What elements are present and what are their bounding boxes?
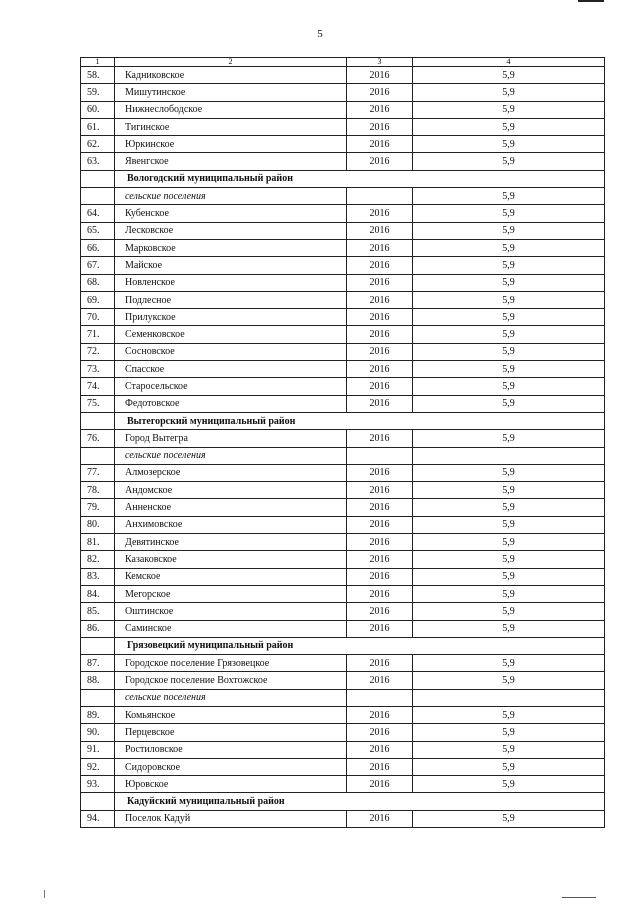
row-value: 5,9: [413, 188, 605, 205]
row-number: 81.: [81, 534, 115, 551]
row-number-empty: [81, 689, 115, 706]
row-year: 2016: [347, 464, 413, 481]
row-year: 2016: [347, 430, 413, 447]
district-title: Вытегорский муниципальный район: [115, 412, 605, 429]
row-number: 80.: [81, 516, 115, 533]
settlement-name: Город Вытегра: [115, 430, 347, 447]
row-year: 2016: [347, 672, 413, 689]
row-year: 2016: [347, 118, 413, 135]
row-value: [413, 689, 605, 706]
row-number: 77.: [81, 464, 115, 481]
row-year: 2016: [347, 395, 413, 412]
table-row: [81, 136, 605, 153]
row-year: 2016: [347, 136, 413, 153]
table-row: [81, 620, 605, 637]
row-number: 60.: [81, 101, 115, 118]
row-value: 5,9: [413, 361, 605, 378]
table-row: [81, 205, 605, 222]
row-year: 2016: [347, 482, 413, 499]
row-year: 2016: [347, 568, 413, 585]
row-value: 5,9: [413, 395, 605, 412]
settlement-name: Тигинское: [115, 118, 347, 135]
district-title: Кадуйский муниципальный район: [115, 793, 605, 810]
table-row: [81, 464, 605, 481]
table-row: [81, 343, 605, 360]
settlement-name: Марковское: [115, 239, 347, 256]
table-row: [81, 430, 605, 447]
table-row: [81, 257, 605, 274]
row-number: 70.: [81, 309, 115, 326]
row-year: 2016: [347, 291, 413, 308]
row-year: 2016: [347, 309, 413, 326]
table-row: [81, 482, 605, 499]
row-year: 2016: [347, 378, 413, 395]
settlement-name: Перцевское: [115, 724, 347, 741]
row-number: 65.: [81, 222, 115, 239]
row-value: 5,9: [413, 758, 605, 775]
table-row: [81, 758, 605, 775]
settlement-name: Мегорское: [115, 585, 347, 602]
settlement-name: Кемское: [115, 568, 347, 585]
settlement-name: Кубенское: [115, 205, 347, 222]
row-number: 74.: [81, 378, 115, 395]
row-value: 5,9: [413, 568, 605, 585]
settlement-name: Саминское: [115, 620, 347, 637]
settlement-name: Казаковское: [115, 551, 347, 568]
district-heading-row: [81, 637, 605, 654]
row-number: 66.: [81, 239, 115, 256]
row-value: 5,9: [413, 274, 605, 291]
row-number-empty: [81, 447, 115, 464]
table-row: [81, 741, 605, 758]
settlement-name: Юровское: [115, 776, 347, 793]
row-year: 2016: [347, 499, 413, 516]
row-value: 5,9: [413, 291, 605, 308]
settlement-name: Спасское: [115, 361, 347, 378]
section-label: сельские поселения: [115, 689, 347, 706]
row-value: 5,9: [413, 672, 605, 689]
district-heading-row: [81, 412, 605, 429]
row-year: 2016: [347, 776, 413, 793]
section-label: сельские поселения: [115, 447, 347, 464]
row-year-empty: [347, 447, 413, 464]
section-row: [81, 188, 605, 205]
row-number: 64.: [81, 205, 115, 222]
district-title: Грязовецкий муниципальный район: [115, 637, 605, 654]
district-heading-row: [81, 170, 605, 187]
table-row: [81, 84, 605, 101]
table-row: [81, 378, 605, 395]
settlement-name: Нижнеслободское: [115, 101, 347, 118]
settlement-name: Юркинское: [115, 136, 347, 153]
table-row: [81, 603, 605, 620]
table-row: [81, 706, 605, 723]
settlement-name: Лесковское: [115, 222, 347, 239]
row-number: 69.: [81, 291, 115, 308]
row-number: 68.: [81, 274, 115, 291]
settlement-name: Андомское: [115, 482, 347, 499]
settlement-name: Новленское: [115, 274, 347, 291]
row-number: 86.: [81, 620, 115, 637]
scan-corner-mark: [578, 0, 604, 2]
settlement-name: Алмозерское: [115, 464, 347, 481]
row-value: [413, 447, 605, 464]
row-value: 5,9: [413, 551, 605, 568]
settlement-name: Прилукское: [115, 309, 347, 326]
table-row: [81, 516, 605, 533]
row-number-empty: [81, 412, 115, 429]
settlement-name: Явенгское: [115, 153, 347, 170]
table-row: [81, 724, 605, 741]
row-number: 91.: [81, 741, 115, 758]
row-year: 2016: [347, 274, 413, 291]
table-row: [81, 395, 605, 412]
settlement-name: Сидоровское: [115, 758, 347, 775]
row-number: 76.: [81, 430, 115, 447]
row-year-empty: [347, 689, 413, 706]
table-row: [81, 101, 605, 118]
table-row: [81, 568, 605, 585]
row-value: 5,9: [413, 741, 605, 758]
row-value: 5,9: [413, 67, 605, 84]
settlement-name: Комьянское: [115, 706, 347, 723]
table-row: [81, 551, 605, 568]
settlement-name: Поселок Кадуй: [115, 810, 347, 827]
row-number: 61.: [81, 118, 115, 135]
row-year: 2016: [347, 84, 413, 101]
row-number-empty: [81, 170, 115, 187]
header-col-2: 2: [115, 58, 347, 67]
row-number: 82.: [81, 551, 115, 568]
row-year: 2016: [347, 257, 413, 274]
district-title: Вологодский муниципальный район: [115, 170, 605, 187]
row-value: 5,9: [413, 378, 605, 395]
table-row: [81, 585, 605, 602]
row-year: 2016: [347, 101, 413, 118]
row-value: 5,9: [413, 482, 605, 499]
settlement-name: Ростиловское: [115, 741, 347, 758]
table-row: [81, 534, 605, 551]
row-value: 5,9: [413, 118, 605, 135]
settlement-name: Федотовское: [115, 395, 347, 412]
row-value: 5,9: [413, 516, 605, 533]
header-col-3: 3: [347, 58, 413, 67]
settlement-name: Кадниковское: [115, 67, 347, 84]
row-year: 2016: [347, 758, 413, 775]
row-year: 2016: [347, 239, 413, 256]
row-number: 58.: [81, 67, 115, 84]
settlement-name: Семенковское: [115, 326, 347, 343]
row-value: 5,9: [413, 585, 605, 602]
settlement-name: Оштинское: [115, 603, 347, 620]
row-value: 5,9: [413, 343, 605, 360]
row-value: 5,9: [413, 430, 605, 447]
row-number: 89.: [81, 706, 115, 723]
row-value: 5,9: [413, 326, 605, 343]
page-number: 5: [317, 28, 323, 40]
row-value: 5,9: [413, 101, 605, 118]
table-header-row: [81, 58, 605, 67]
row-number: 84.: [81, 585, 115, 602]
settlement-name: Городское поселение Грязовецкое: [115, 655, 347, 672]
header-col-4: 4: [413, 58, 605, 67]
row-value: 5,9: [413, 534, 605, 551]
row-value: 5,9: [413, 810, 605, 827]
row-number: 85.: [81, 603, 115, 620]
row-year: 2016: [347, 326, 413, 343]
row-number: 67.: [81, 257, 115, 274]
row-number: 92.: [81, 758, 115, 775]
row-year: 2016: [347, 655, 413, 672]
row-number-empty: [81, 793, 115, 810]
row-year: 2016: [347, 153, 413, 170]
row-value: 5,9: [413, 205, 605, 222]
row-value: 5,9: [413, 239, 605, 256]
row-number: 94.: [81, 810, 115, 827]
section-label: сельские поселения: [115, 188, 347, 205]
settlements-table: [80, 57, 605, 828]
table-row: [81, 222, 605, 239]
settlement-name: Анхимовское: [115, 516, 347, 533]
row-number: 87.: [81, 655, 115, 672]
row-year: 2016: [347, 585, 413, 602]
row-value: 5,9: [413, 257, 605, 274]
table-row: [81, 776, 605, 793]
row-year-empty: [347, 188, 413, 205]
row-number: 78.: [81, 482, 115, 499]
row-value: 5,9: [413, 309, 605, 326]
row-number-empty: [81, 188, 115, 205]
table-row: [81, 274, 605, 291]
row-number: 83.: [81, 568, 115, 585]
section-row: [81, 447, 605, 464]
settlement-name: Майское: [115, 257, 347, 274]
row-year: 2016: [347, 620, 413, 637]
table-row: [81, 326, 605, 343]
row-number: 63.: [81, 153, 115, 170]
table-row: [81, 118, 605, 135]
row-number: 90.: [81, 724, 115, 741]
row-year: 2016: [347, 741, 413, 758]
row-year: 2016: [347, 534, 413, 551]
row-value: 5,9: [413, 153, 605, 170]
table-row: [81, 810, 605, 827]
row-year: 2016: [347, 361, 413, 378]
table-row: [81, 67, 605, 84]
scan-left-tick: [44, 890, 45, 898]
row-year: 2016: [347, 724, 413, 741]
settlement-name: Анненское: [115, 499, 347, 516]
row-value: 5,9: [413, 724, 605, 741]
header-col-1: 1: [81, 58, 115, 67]
row-number: 79.: [81, 499, 115, 516]
row-year: 2016: [347, 205, 413, 222]
row-number: 88.: [81, 672, 115, 689]
section-row: [81, 689, 605, 706]
table-body: [81, 58, 605, 828]
row-number: 73.: [81, 361, 115, 378]
row-number: 59.: [81, 84, 115, 101]
row-year: 2016: [347, 603, 413, 620]
row-year: 2016: [347, 706, 413, 723]
table-row: [81, 361, 605, 378]
settlement-name: Девятинское: [115, 534, 347, 551]
row-value: 5,9: [413, 464, 605, 481]
row-year: 2016: [347, 810, 413, 827]
settlement-name: Городское поселение Вохтожское: [115, 672, 347, 689]
row-value: 5,9: [413, 136, 605, 153]
table-row: [81, 499, 605, 516]
row-value: 5,9: [413, 603, 605, 620]
settlement-name: Сосновское: [115, 343, 347, 360]
table-row: [81, 153, 605, 170]
settlement-name: Старосельское: [115, 378, 347, 395]
scan-bottom-mark: [562, 897, 596, 898]
row-year: 2016: [347, 222, 413, 239]
settlement-name: Подлесное: [115, 291, 347, 308]
row-number: 75.: [81, 395, 115, 412]
row-number: 62.: [81, 136, 115, 153]
row-value: 5,9: [413, 620, 605, 637]
row-value: 5,9: [413, 655, 605, 672]
row-number: 71.: [81, 326, 115, 343]
settlement-name: Мишутинское: [115, 84, 347, 101]
row-number-empty: [81, 637, 115, 654]
row-year: 2016: [347, 551, 413, 568]
row-value: 5,9: [413, 222, 605, 239]
row-year: 2016: [347, 343, 413, 360]
row-value: 5,9: [413, 706, 605, 723]
table-row: [81, 239, 605, 256]
row-value: 5,9: [413, 84, 605, 101]
row-number: 93.: [81, 776, 115, 793]
row-value: 5,9: [413, 776, 605, 793]
table-row: [81, 655, 605, 672]
row-year: 2016: [347, 516, 413, 533]
table-row: [81, 291, 605, 308]
row-number: 72.: [81, 343, 115, 360]
row-year: 2016: [347, 67, 413, 84]
table-row: [81, 672, 605, 689]
district-heading-row: [81, 793, 605, 810]
table-row: [81, 309, 605, 326]
row-value: 5,9: [413, 499, 605, 516]
